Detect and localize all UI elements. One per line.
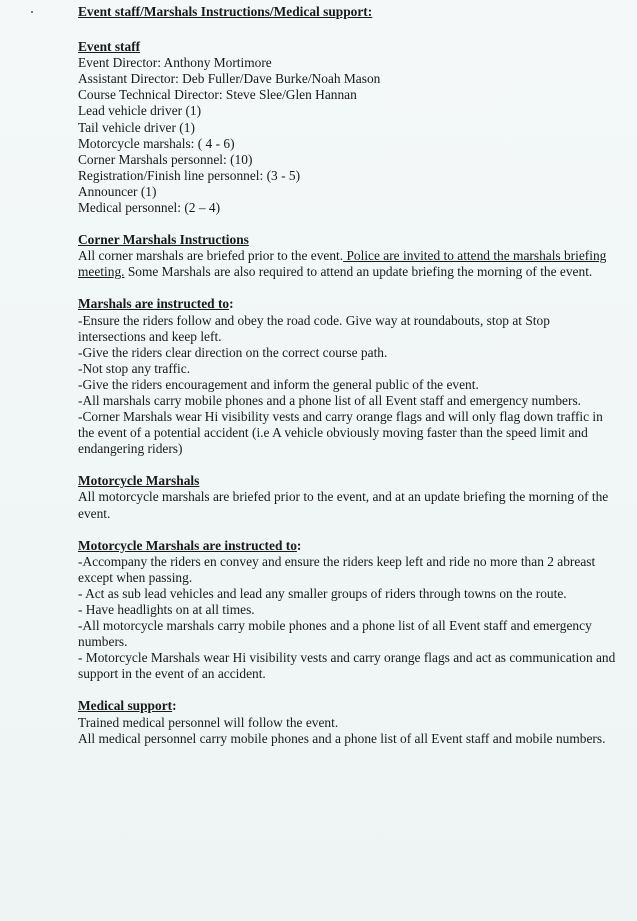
scan-speck bbox=[31, 11, 33, 13]
medical-support-line: Trained medical personnel will follow the event. bbox=[78, 714, 339, 730]
marshal-instruction: -Not stop any traffic. bbox=[78, 360, 191, 376]
motorcycle-instructed-heading-row bbox=[78, 538, 618, 554]
police-invite-text: Police are invited to attend the marshals briefing meeting. bbox=[78, 248, 607, 280]
marshals-instructed-section bbox=[78, 296, 618, 457]
motorcycle-instructed-heading: Motorcycle Marshals are instructed to bbox=[78, 537, 297, 553]
corner-marshals-paragraph bbox=[78, 248, 618, 280]
marshal-instruction: -Ensure the riders follow and obey the road code. Give way at roundabouts, stop at Stop intersections and keep left. bbox=[78, 312, 550, 344]
motorcycle-marshals-heading: Motorcycle Marshals bbox=[78, 473, 200, 489]
motorcycle-instruction: - Motorcycle Marshals wear Hi visibility vests and carry orange flags and act as communication and support in the event of an accident. bbox=[78, 650, 616, 682]
event-staff-line: Course Technical Director: Steve Slee/Glen Hannan bbox=[78, 87, 357, 103]
motorcycle-marshals-paragraph: All motorcycle marshals are briefed prior to the event, and at an update briefing the morning of the event. bbox=[78, 489, 609, 521]
corner-marshals-text: All corner marshals are briefed prior to the event. bbox=[78, 248, 344, 264]
event-staff-heading: Event staff bbox=[78, 39, 141, 55]
corner-marshals-text-cont: Some Marshals are also required to attend an update briefing the morning of the event. bbox=[124, 264, 593, 280]
event-staff-line: Assistant Director: Deb Fuller/Dave Burke/Noah Mason bbox=[78, 71, 381, 87]
motorcycle-instruction: -All motorcycle marshals carry mobile phones and a phone list of all Event staff and emergency numbers. bbox=[78, 618, 592, 650]
document-title-text: Event staff/Marshals Instructions/Medical support: bbox=[78, 4, 373, 19]
event-staff-line: Medical personnel: (2 – 4) bbox=[78, 200, 221, 216]
event-staff-line: Event Director: Anthony Mortimore bbox=[78, 55, 272, 71]
marshal-instruction: -Give the riders clear direction on the correct course path. bbox=[78, 344, 388, 360]
document-content bbox=[78, 4, 618, 763]
marshal-instruction: -All marshals carry mobile phones and a phone list of all Event staff and emergency numbers. bbox=[78, 392, 581, 408]
event-staff-line: Tail vehicle driver (1) bbox=[78, 119, 195, 135]
document-title bbox=[78, 4, 618, 20]
event-staff-line: Motorcycle marshals: ( 4 - 6) bbox=[78, 135, 235, 151]
medical-support-heading: Medical support bbox=[78, 698, 173, 714]
medical-support-heading-row bbox=[78, 698, 618, 714]
marshals-instructed-heading-row bbox=[78, 296, 618, 312]
event-staff-line: Corner Marshals personnel: (10) bbox=[78, 151, 253, 167]
corner-marshals-section bbox=[78, 232, 618, 280]
heading-colon: : bbox=[172, 698, 177, 714]
medical-support-section bbox=[78, 698, 618, 746]
heading-colon: : bbox=[296, 537, 302, 553]
motorcycle-instruction: - Act as sub lead vehicles and lead any smaller groups of riders through towns on the route. bbox=[78, 585, 567, 601]
marshals-instructed-heading: Marshals are instructed to bbox=[78, 296, 230, 312]
medical-support-line: All medical personnel carry mobile phones and a phone list of all Event staff and mobile numbers. bbox=[78, 730, 606, 746]
marshal-instruction: -Corner Marshals wear Hi visibility vests and carry orange flags and will only flag down traffic in the event of a potential accident (i.e A vehicle obviously moving faster than the speed limit and endangering riders) bbox=[78, 409, 603, 457]
corner-marshals-heading: Corner Marshals Instructions bbox=[78, 232, 249, 248]
event-staff-line: Lead vehicle driver (1) bbox=[78, 103, 202, 119]
motorcycle-instruction: -Accompany the riders en convey and ensure the riders keep left and ride no more than 2 abreast except when passing. bbox=[78, 553, 596, 585]
event-staff-line: Announcer (1) bbox=[78, 183, 157, 199]
motorcycle-marshals-section bbox=[78, 473, 618, 521]
marshal-instruction: -Give the riders encouragement and inform the general public of the event. bbox=[78, 376, 479, 392]
motorcycle-instructed-section bbox=[78, 538, 618, 683]
motorcycle-instruction: - Have headlights on at all times. bbox=[78, 602, 255, 617]
heading-colon: : bbox=[229, 296, 234, 312]
event-staff-line: Registration/Finish line personnel: (3 - 5) bbox=[78, 167, 301, 183]
event-staff-section bbox=[78, 39, 618, 216]
